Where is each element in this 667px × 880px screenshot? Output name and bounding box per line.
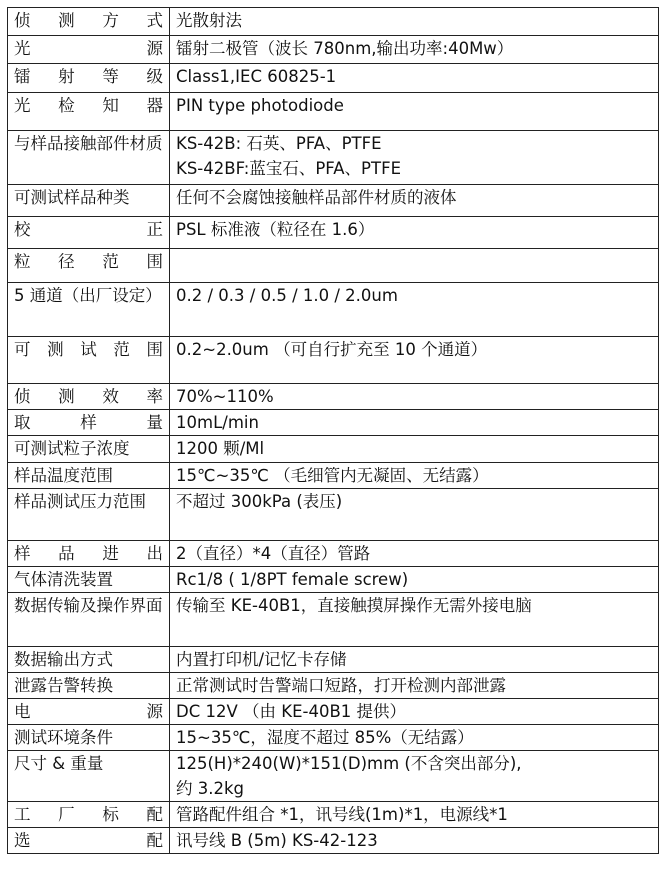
- table-row: [8, 131, 659, 185]
- row-label: 5 通道（出厂设定）: [8, 283, 170, 337]
- row-label: 校正: [8, 217, 170, 249]
- row-label: 测试环境条件: [8, 725, 170, 751]
- spec-table: [7, 7, 659, 854]
- table-row: [8, 436, 659, 463]
- row-value: 镭射二极管（波长 780nm,输出功率:40Mw）: [170, 36, 659, 64]
- table-row: [8, 463, 659, 489]
- table-row: [8, 673, 659, 699]
- row-value: 光散射法: [170, 8, 659, 36]
- row-label: 尺寸 & 重量: [8, 751, 170, 802]
- row-value: 1200 颗/Ml: [170, 436, 659, 463]
- row-value: 内置打印机/记忆卡存储: [170, 647, 659, 673]
- row-label: 样品进出: [8, 541, 170, 567]
- row-value: 不超过 300kPa (表压): [170, 489, 659, 541]
- row-label: 侦测效率: [8, 384, 170, 410]
- row-value: DC 12V （由 KE-40B1 提供）: [170, 699, 659, 725]
- row-label: 样品测试压力范围: [8, 489, 170, 541]
- table-row: [8, 751, 659, 802]
- table-row: [8, 93, 659, 131]
- table-row: [8, 567, 659, 593]
- row-label: 样品温度范围: [8, 463, 170, 489]
- row-label: 电源: [8, 699, 170, 725]
- table-row: [8, 828, 659, 854]
- row-value: 讯号线 B (5m) KS-42-123: [170, 828, 659, 854]
- row-value: 管路配件组合 *1，讯号线(1m)*1，电源线*1: [170, 802, 659, 828]
- row-value: 70%~110%: [170, 384, 659, 410]
- row-value: 10mL/min: [170, 410, 659, 436]
- row-label: 数据传输及操作界面: [8, 593, 170, 647]
- row-label: 泄露告警转换: [8, 673, 170, 699]
- table-row: [8, 36, 659, 64]
- row-label: 可测试范围: [8, 337, 170, 384]
- row-label: 与样品接触部件材质: [8, 131, 170, 185]
- row-value: KS-42B: 石英、PFA、PTFE KS-42BF:蓝宝石、PFA、PTFE: [170, 131, 659, 185]
- table-row: [8, 185, 659, 217]
- row-label: 数据输出方式: [8, 647, 170, 673]
- row-label: 光检知器: [8, 93, 170, 131]
- row-value: PIN type photodiode: [170, 93, 659, 131]
- table-row: [8, 489, 659, 541]
- row-label: 可测试粒子浓度: [8, 436, 170, 463]
- row-value: 正常测试时告警端口短路，打开检测内部泄露: [170, 673, 659, 699]
- row-label: 取样量: [8, 410, 170, 436]
- row-value: 15~35℃，湿度不超过 85%（无结露）: [170, 725, 659, 751]
- table-row: [8, 725, 659, 751]
- table-row: [8, 802, 659, 828]
- table-row: [8, 384, 659, 410]
- row-value: [170, 249, 659, 283]
- table-row: [8, 8, 659, 36]
- row-label: 镭射等级: [8, 64, 170, 93]
- row-label: 气体清洗装置: [8, 567, 170, 593]
- table-row: [8, 541, 659, 567]
- table-row: [8, 593, 659, 647]
- row-value: 125(H)*240(W)*151(D)mm (不含突出部分), 约 3.2kg: [170, 751, 659, 802]
- row-value: PSL 标准液（粒径在 1.6）: [170, 217, 659, 249]
- table-row: [8, 337, 659, 384]
- row-value: 15℃~35℃ （毛细管内无凝固、无结露）: [170, 463, 659, 489]
- row-value: 传输至 KE-40B1，直接触摸屏操作无需外接电脑: [170, 593, 659, 647]
- table-row: [8, 217, 659, 249]
- row-label: 选配: [8, 828, 170, 854]
- row-label: 侦测方式: [8, 8, 170, 36]
- table-row: [8, 249, 659, 283]
- row-value: Rc1/8 ( 1/8PT female screw): [170, 567, 659, 593]
- table-row: [8, 647, 659, 673]
- row-label: 可测试样品种类: [8, 185, 170, 217]
- row-value: 2（直径）*4（直径）管路: [170, 541, 659, 567]
- row-value: 0.2 / 0.3 / 0.5 / 1.0 / 2.0um: [170, 283, 659, 337]
- row-value: Class1,IEC 60825-1: [170, 64, 659, 93]
- row-value: 任何不会腐蚀接触样品部件材质的液体: [170, 185, 659, 217]
- row-label: 光源: [8, 36, 170, 64]
- row-value: 0.2~2.0um （可自行扩充至 10 个通道）: [170, 337, 659, 384]
- row-label: 工厂标配: [8, 802, 170, 828]
- table-row: [8, 410, 659, 436]
- table-row: [8, 699, 659, 725]
- row-label: 粒径范围: [8, 249, 170, 283]
- table-row: [8, 64, 659, 93]
- table-row: [8, 283, 659, 337]
